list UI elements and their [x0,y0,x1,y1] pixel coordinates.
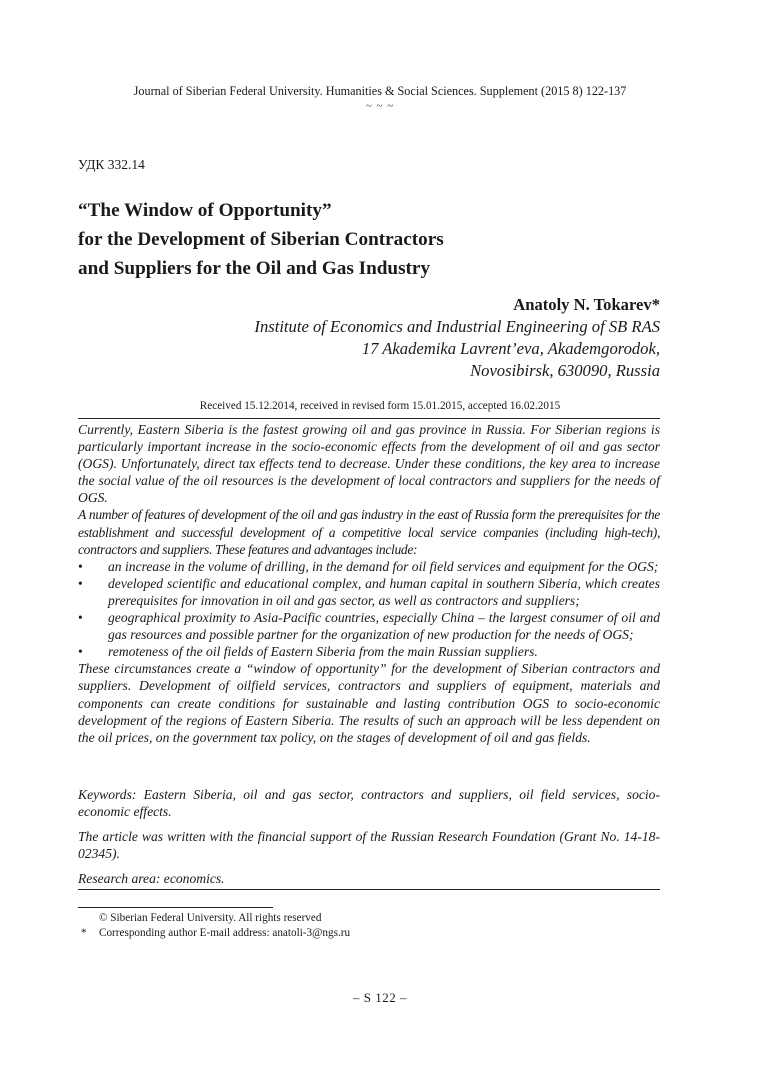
list-item [78,558,660,575]
advantages-list [78,558,660,661]
title-line: “The Window of Opportunity” [78,200,332,221]
abstract-paragraph: A number of features of development of the oil and gas industry in the east of Russia form the prerequisites for the establishment and successful development of a competitive local service companies (including high-tech), contractors and suppliers. These features and advantages include: [78,507,660,557]
copyright-footnote [78,911,350,926]
list-item-text: remoteness of the oil fields of Eastern Siberia from the main Russian suppliers. [108,644,538,660]
bullet-icon: • [78,558,83,574]
header-separator: ~ ~ ~ [365,100,395,112]
abstract-top-rule [78,418,660,419]
author-name: Anatoly N. Tokarev* [513,295,660,314]
list-item [78,575,660,609]
list-item-text: an increase in the volume of drilling, in the demand for oil field services and equipment for the OGS; [108,558,659,574]
abstract-bottom-rule [78,889,660,890]
abstract [78,421,660,746]
title-line: and Suppliers for the Oil and Gas Industry [78,258,431,279]
journal-header: Journal of Siberian Federal University. Humanities & Social Sciences. Supplement (2015 8) 122-137 [133,84,627,98]
affiliation-line: Institute of Economics and Industrial Engineering of SB RAS [254,317,660,336]
keywords: Keywords: Eastern Siberia, oil and gas sector, contractors and suppliers, oil field services, socio-economic effects. [78,787,660,820]
abstract-paragraph: Currently, Eastern Siberia is the fastest growing oil and gas province in Russia. For Siberian regions is particularly important increase in the socio-economic effects from the development of oil and gas sector (OGS). Unfortunately, direct tax effects tend to decrease. Under these conditions, the key area to increase the social value of the oil resources is the development of local contractors and suppliers for the needs of OGS. [78,422,660,506]
footnotes [78,911,350,941]
copyright-text: © Siberian Federal University. All rights reserved [99,912,322,924]
bullet-icon: • [78,610,83,626]
bullet-icon: • [78,575,83,591]
bullet-icon: • [78,644,83,660]
asterisk-mark: * [81,927,87,939]
title-line: for the Development of Siberian Contractors [78,229,444,250]
affiliation-line: 17 Akademika Lavrent’eva, Akademgorodok, [361,339,660,358]
corresponding-text: Corresponding author E-mail address: anatoli-3@ngs.ru [99,927,351,939]
page-number: – S 122 – [353,990,407,1005]
corresponding-footnote [78,926,350,941]
affiliation-line: Novosibirsk, 630090, Russia [470,361,660,380]
list-item [78,643,660,660]
footnote-rule [78,907,273,908]
list-item-text: developed scientific and educational complex, and human capital in southern Siberia, which creates prerequisites for innovation in oil and gas sector, as well as contractors and suppliers; [108,575,660,608]
list-item [78,609,660,643]
list-item-text: geographical proximity to Asia-Pacific countries, especially China – the largest consumer of oil and gas resources and possible partner for the organization of new production for the needs of OGS; [108,610,660,643]
received-dates: Received 15.12.2014, received in revised form 15.01.2015, accepted 16.02.2015 [199,400,561,412]
abstract-paragraph: These circumstances create a “window of opportunity” for the development of Siberian contractors and suppliers. Development of oilfield services, contractors and suppliers of equipment, materials and components can create conditions for sustainable and lasting contribution OGS to socio-economic development of the regions of Eastern Siberia. The results of such an approach will be less dependent on the oil prices, on the government tax policy, on the stages of development of oil and gas fields. [78,661,660,745]
funding-note: The article was written with the financial support of the Russian Research Foundation (Grant No. 14-18-02345). [78,829,660,862]
udk-code: УДК 332.14 [78,157,145,172]
author-block [254,294,660,382]
article-meta [78,786,660,895]
research-area: Research area: economics. [78,871,225,887]
article-title [78,196,444,283]
